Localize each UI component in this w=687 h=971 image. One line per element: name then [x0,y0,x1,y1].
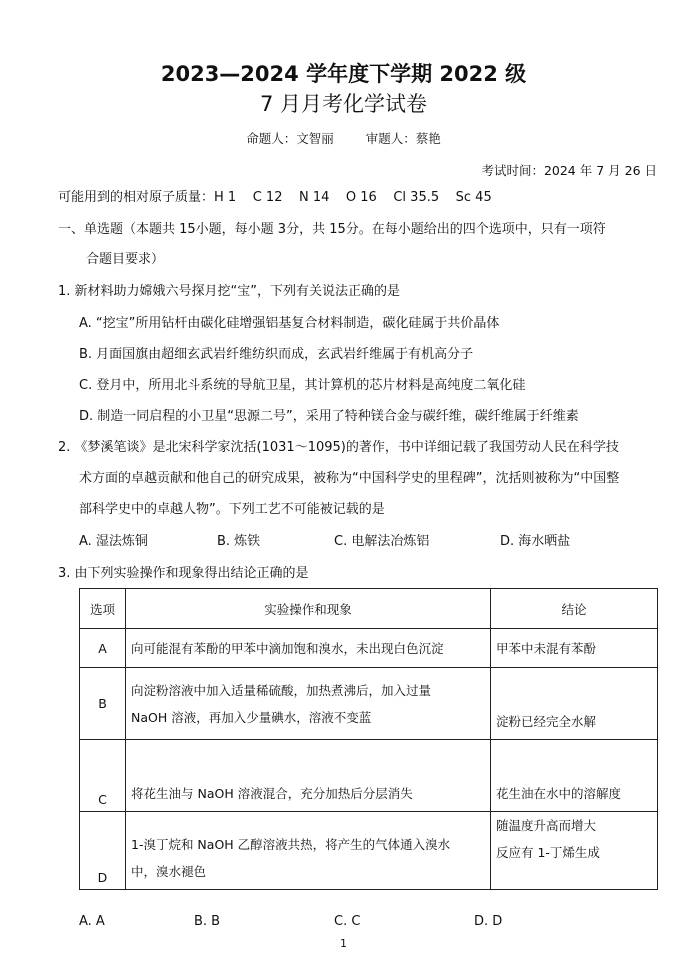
q3-option-a: A. A [79,914,105,929]
author: 命题人：文智丽 [246,131,334,146]
q3-option-b: B. B [194,914,221,929]
table-row [80,812,658,890]
authors-line [0,129,687,147]
exam-subtitle: 7 月月考化学试卷 [259,92,428,116]
table-row [80,740,658,812]
q3-option-c: C. C [334,914,361,929]
exam-time: 考试时间：2024 年 7 月 26 日 [481,163,657,178]
q2-stem-line1: 2. 《梦溪笔谈》是北宋科学家沈括(1031～1095)的著作，书中详细记载了我国劳动人民在科学技 [58,440,619,455]
table-row [80,668,658,740]
col-header-operation: 实验操作和现象 [126,589,491,629]
q2-option-c: C. 电解法冶炼铝 [334,534,430,549]
row-conclusion: 花生油在水中的溶解度 [491,740,658,812]
col-header-conclusion: 结论 [491,589,658,629]
page-number: 1 [340,937,347,950]
q1-stem: 1. 新材料助力嫦娥六号探月挖“宝”，下列有关说法正确的是 [58,284,401,299]
col-header-option: 选项 [80,589,126,629]
row-option: D [80,812,126,890]
row-operation: 向淀粉溶液中加入适量稀硫酸，加热煮沸后，加入过量 NaOH 溶液，再加入少量碘水，溶液不变蓝 [126,668,491,740]
row-option: A [80,629,126,668]
q1-option-d: D. 制造一同启程的小卫星“思源二号”，采用了特种镁合金与碳纤维，碳纤维属于纤维素 [79,409,579,424]
q2-option-a: A. 湿法炼铜 [79,534,148,549]
q1-option-c: C. 登月中，所用北斗系统的导航卫星，其计算机的芯片材料是高纯度二氧化硅 [79,378,526,393]
section-heading: 一、单选题（本题共 15小题，每小题 3分，共 15分。在每小题给出的四个选项中，只有一项符 [58,222,606,237]
q2-stem-line3: 部科学史中的卓越人物”。下列工艺不可能被记载的是 [79,502,385,517]
row-operation: 将花生油与 NaOH 溶液混合，充分加热后分层消失 [126,740,491,812]
q2-option-d: D. 海水晒盐 [500,534,571,549]
exam-title: 2023—2024 学年度下学期 2022 级 [160,62,527,86]
reviewer: 审题人：蔡艳 [365,131,441,146]
table-header-row [80,589,658,629]
row-conclusion: 甲苯中未混有苯酚 [491,629,658,668]
q2-option-b: B. 炼铁 [217,534,261,549]
row-option: C [80,740,126,812]
table-row [80,629,658,668]
q3-table [79,588,658,890]
atomic-masses: 可能用到的相对原子质量：H 1 C 12 N 14 O 16 Cl 35.5 Sc 45 [58,190,492,205]
q3-option-d: D. D [474,914,503,929]
row-option: B [80,668,126,740]
row-conclusion: 随温度升高而增大 反应有 1-丁烯生成 [491,812,658,890]
row-operation: 向可能混有苯酚的甲苯中滴加饱和溴水，未出现白色沉淀 [126,629,491,668]
q1-option-a: A. “挖宝”所用钻杆由碳化硅增强铝基复合材料制造，碳化硅属于共价晶体 [79,316,500,331]
row-conclusion: 淀粉已经完全水解 [491,668,658,740]
q1-option-b: B. 月面国旗由超细玄武岩纤维纺织而成，玄武岩纤维属于有机高分子 [79,347,474,362]
q2-stem-line2: 术方面的卓越贡献和他自己的研究成果，被称为“中国科学史的里程碑”，沈括则被称为“中国整 [79,471,620,486]
q3-stem: 3. 由下列实验操作和现象得出结论正确的是 [58,566,309,581]
section-heading-cont: 合题目要求） [86,252,165,267]
row-operation: 1-溴丁烷和 NaOH 乙醇溶液共热，将产生的气体通入溴水 中，溴水褪色 [126,812,491,890]
